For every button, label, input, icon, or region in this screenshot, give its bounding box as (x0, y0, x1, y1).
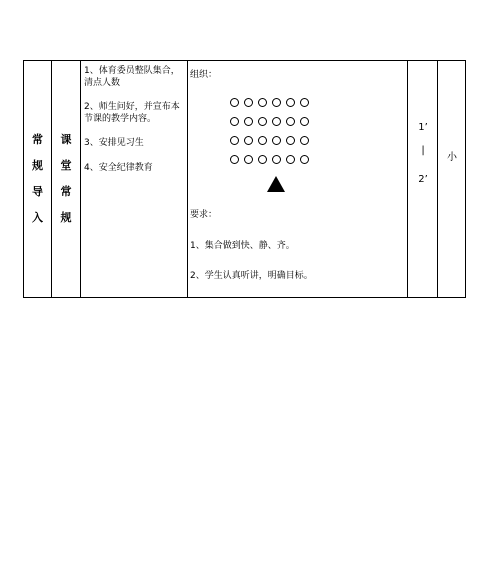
requirements-title: 要求： (190, 210, 218, 220)
content-item: 4、安全纪律教育 (84, 163, 153, 173)
teaching-content-cell (84, 65, 188, 186)
column-divider (80, 61, 81, 297)
type-char: 常 (60, 185, 72, 198)
part-char: 规 (32, 159, 43, 172)
student-circle-icon (272, 155, 281, 164)
formation-row (230, 98, 330, 107)
time-end: 2’ (418, 174, 428, 185)
requirement-item: 2、学生认真听讲，明确目标。 (190, 271, 313, 281)
student-circle-icon (258, 98, 267, 107)
student-circle-icon (258, 136, 267, 145)
student-circle-icon (272, 136, 281, 145)
student-circle-icon (244, 98, 253, 107)
content-item: 3、安排见习生 (84, 138, 144, 148)
requirement-item: 1、集合做到快、静、齐。 (190, 241, 295, 251)
formation-row (230, 155, 330, 164)
student-circle-icon (230, 98, 239, 107)
content-item: 2、师生问好，并宣布本节课的教学内容。 (84, 102, 180, 124)
time-separator: | (421, 145, 425, 156)
student-circle-icon (230, 136, 239, 145)
part-char: 入 (32, 211, 43, 224)
student-circle-icon (300, 136, 309, 145)
section-type-cell (52, 61, 80, 297)
type-char: 堂 (60, 159, 72, 172)
formation-row (230, 136, 330, 145)
student-circle-icon (244, 117, 253, 126)
part-char: 常 (32, 133, 43, 146)
student-circle-icon (230, 155, 239, 164)
teacher-triangle-icon (267, 176, 285, 192)
part-char: 导 (32, 185, 43, 198)
content-item: 1、体育委员整队集合，清点人数 (84, 66, 180, 88)
student-circle-icon (258, 155, 267, 164)
student-formation (230, 98, 330, 174)
type-char: 课 (60, 133, 72, 146)
student-circle-icon (244, 155, 253, 164)
student-circle-icon (286, 155, 295, 164)
student-circle-icon (258, 117, 267, 126)
time-start: 1’ (418, 122, 428, 133)
formation-row (230, 117, 330, 126)
intensity-value: 小 (447, 152, 457, 163)
student-circle-icon (286, 117, 295, 126)
type-char: 规 (60, 211, 72, 224)
student-circle-icon (272, 117, 281, 126)
student-circle-icon (244, 136, 253, 145)
student-circle-icon (286, 136, 295, 145)
organization-title: 组织： (190, 70, 218, 80)
student-circle-icon (300, 117, 309, 126)
student-circle-icon (230, 117, 239, 126)
student-circle-icon (300, 155, 309, 164)
part-name-cell (24, 61, 51, 297)
lesson-plan-table (23, 60, 466, 298)
student-circle-icon (286, 98, 295, 107)
student-circle-icon (300, 98, 309, 107)
student-circle-icon (272, 98, 281, 107)
